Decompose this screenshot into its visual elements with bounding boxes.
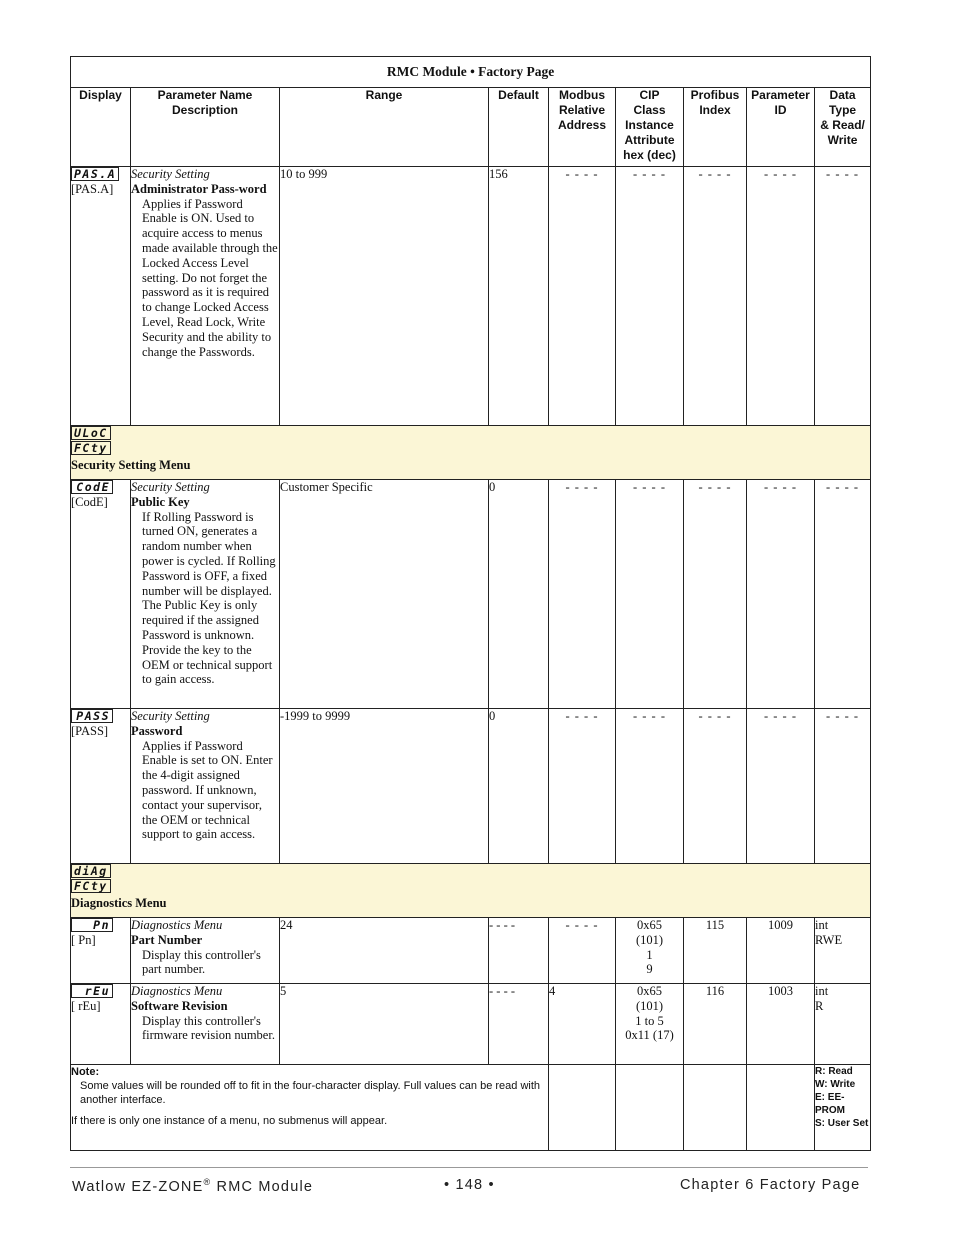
default-cell: 156: [489, 167, 549, 426]
header-profibus: Profibus Index: [684, 88, 747, 167]
footer-page-number: • 148 •: [444, 1177, 495, 1193]
factory-page-table: [70, 56, 871, 1151]
segment-display: rEu: [71, 984, 113, 998]
cip-cell: - - - -: [616, 709, 684, 864]
footer-right: Chapter 6 Factory Page: [680, 1177, 861, 1193]
cip-cell: 0x65 (101) 1 to 5 0x11 (17): [616, 984, 684, 1065]
display-cell: PAS.A [PAS.A]: [71, 167, 131, 426]
note-row: [71, 1065, 871, 1151]
menu-row-diagnostics: [71, 864, 871, 918]
header-display: Display: [71, 88, 131, 167]
data-type-cell: int R: [815, 984, 871, 1065]
note-cell: [71, 1065, 549, 1151]
parameter-id-cell: - - - -: [747, 167, 815, 426]
profibus-cell: - - - -: [684, 480, 747, 709]
default-cell: - - - -: [489, 918, 549, 984]
segment-display: diAg: [71, 864, 111, 878]
footer-left: Watlow EZ-ZONE® RMC Module: [72, 1177, 314, 1195]
menu-title: Security Setting Menu: [71, 458, 191, 472]
profibus-cell: 116: [684, 984, 747, 1065]
segment-display: FCty: [71, 441, 111, 455]
header-default: Default: [489, 88, 549, 167]
cip-cell: 0x65 (101) 1 9: [616, 918, 684, 984]
range-cell: 5: [280, 984, 489, 1065]
modbus-cell: - - - -: [549, 480, 616, 709]
header-range: Range: [280, 88, 489, 167]
modbus-cell: 4: [549, 984, 616, 1065]
parameter-id-cell: - - - -: [747, 480, 815, 709]
default-cell: 0: [489, 709, 549, 864]
modbus-cell: - - - -: [549, 918, 616, 984]
segment-display: Pn: [71, 918, 113, 932]
parameter-cell: Diagnostics Menu Part Number Display this controller's part number.: [131, 918, 280, 984]
parameter-cell: Security Setting Public Key If Rolling Password is turned ON, generates a random number when power is cycled. If Rolling Password is OFF, a fixed number will be displayed. The Public Key is only required if the assigned Password is unknown. Provide the key to the OEM or technical support to gain access.: [131, 480, 280, 709]
note-text: If there is only one instance of a menu, no submenus will appear.: [71, 1115, 388, 1127]
display-cell: Pn [ Pn]: [71, 918, 131, 984]
data-type-cell: - - - -: [815, 709, 871, 864]
profibus-cell: 115: [684, 918, 747, 984]
data-type-legend: R: Read W: Write E: EE-PROM S: User Set: [815, 1065, 871, 1151]
default-cell: 0: [489, 480, 549, 709]
menu-row-security: [71, 426, 871, 480]
header-parameter-id: Parameter ID: [747, 88, 815, 167]
parameter-id-cell: - - - -: [747, 709, 815, 864]
data-type-cell: int RWE: [815, 918, 871, 984]
segment-display: CodE: [71, 480, 113, 494]
header-row: [71, 88, 871, 167]
modbus-cell: - - - -: [549, 709, 616, 864]
cip-cell: - - - -: [616, 167, 684, 426]
note-text: Some values will be rounded off to fit in the four-character display. Full values can be read with another interface.: [80, 1080, 541, 1106]
table-row: [71, 918, 871, 984]
footer-rule: [70, 1167, 868, 1168]
note-heading: Note:: [71, 1066, 100, 1078]
display-cell: CodE [CodE]: [71, 480, 131, 709]
parameter-cell: Diagnostics Menu Software Revision Display this controller's firmware revision number.: [131, 984, 280, 1065]
table-row: [71, 709, 871, 864]
range-cell: Customer Specific: [280, 480, 489, 709]
data-type-cell: - - - -: [815, 480, 871, 709]
segment-display: ULoC: [71, 426, 111, 440]
table-title: RMC Module • Factory Page: [71, 57, 871, 88]
header-modbus: Modbus Relative Address: [549, 88, 616, 167]
modbus-cell: - - - -: [549, 167, 616, 426]
cip-cell: - - - -: [616, 480, 684, 709]
profibus-cell: - - - -: [684, 709, 747, 864]
default-cell: - - - -: [489, 984, 549, 1065]
table-row: [71, 167, 871, 426]
table-row: [71, 984, 871, 1065]
range-cell: 24: [280, 918, 489, 984]
header-cip: CIP Class Instance Attribute hex (dec): [616, 88, 684, 167]
table-row: [71, 480, 871, 709]
menu-title: Diagnostics Menu: [71, 896, 167, 910]
parameter-id-cell: 1003: [747, 984, 815, 1065]
segment-display: FCty: [71, 879, 111, 893]
header-parameter: Parameter Name Description: [131, 88, 280, 167]
segment-display: PASS: [71, 709, 113, 723]
parameter-cell: Security Setting Administrator Pass-word Applies if Password Enable is ON. Used to acquire access to menus made available through the Locked Access Level setting. Do not forget the password as it is required to change Locked Access Level, Read Lock, Write Security and the ability to change the Passwords.: [131, 167, 280, 426]
parameter-cell: Security Setting Password Applies if Password Enable is set to ON. Enter the 4-digit assigned password. If unknown, contact your supervisor, the OEM or technical support to gain access.: [131, 709, 280, 864]
data-type-cell: - - - -: [815, 167, 871, 426]
header-data-type: Data Type & Read/ Write: [815, 88, 871, 167]
range-cell: -1999 to 9999: [280, 709, 489, 864]
parameter-id-cell: 1009: [747, 918, 815, 984]
profibus-cell: - - - -: [684, 167, 747, 426]
range-cell: 10 to 999: [280, 167, 489, 426]
display-cell: PASS [PASS]: [71, 709, 131, 864]
segment-display: PAS.A: [71, 167, 119, 181]
display-cell: rEu [ rEu]: [71, 984, 131, 1065]
